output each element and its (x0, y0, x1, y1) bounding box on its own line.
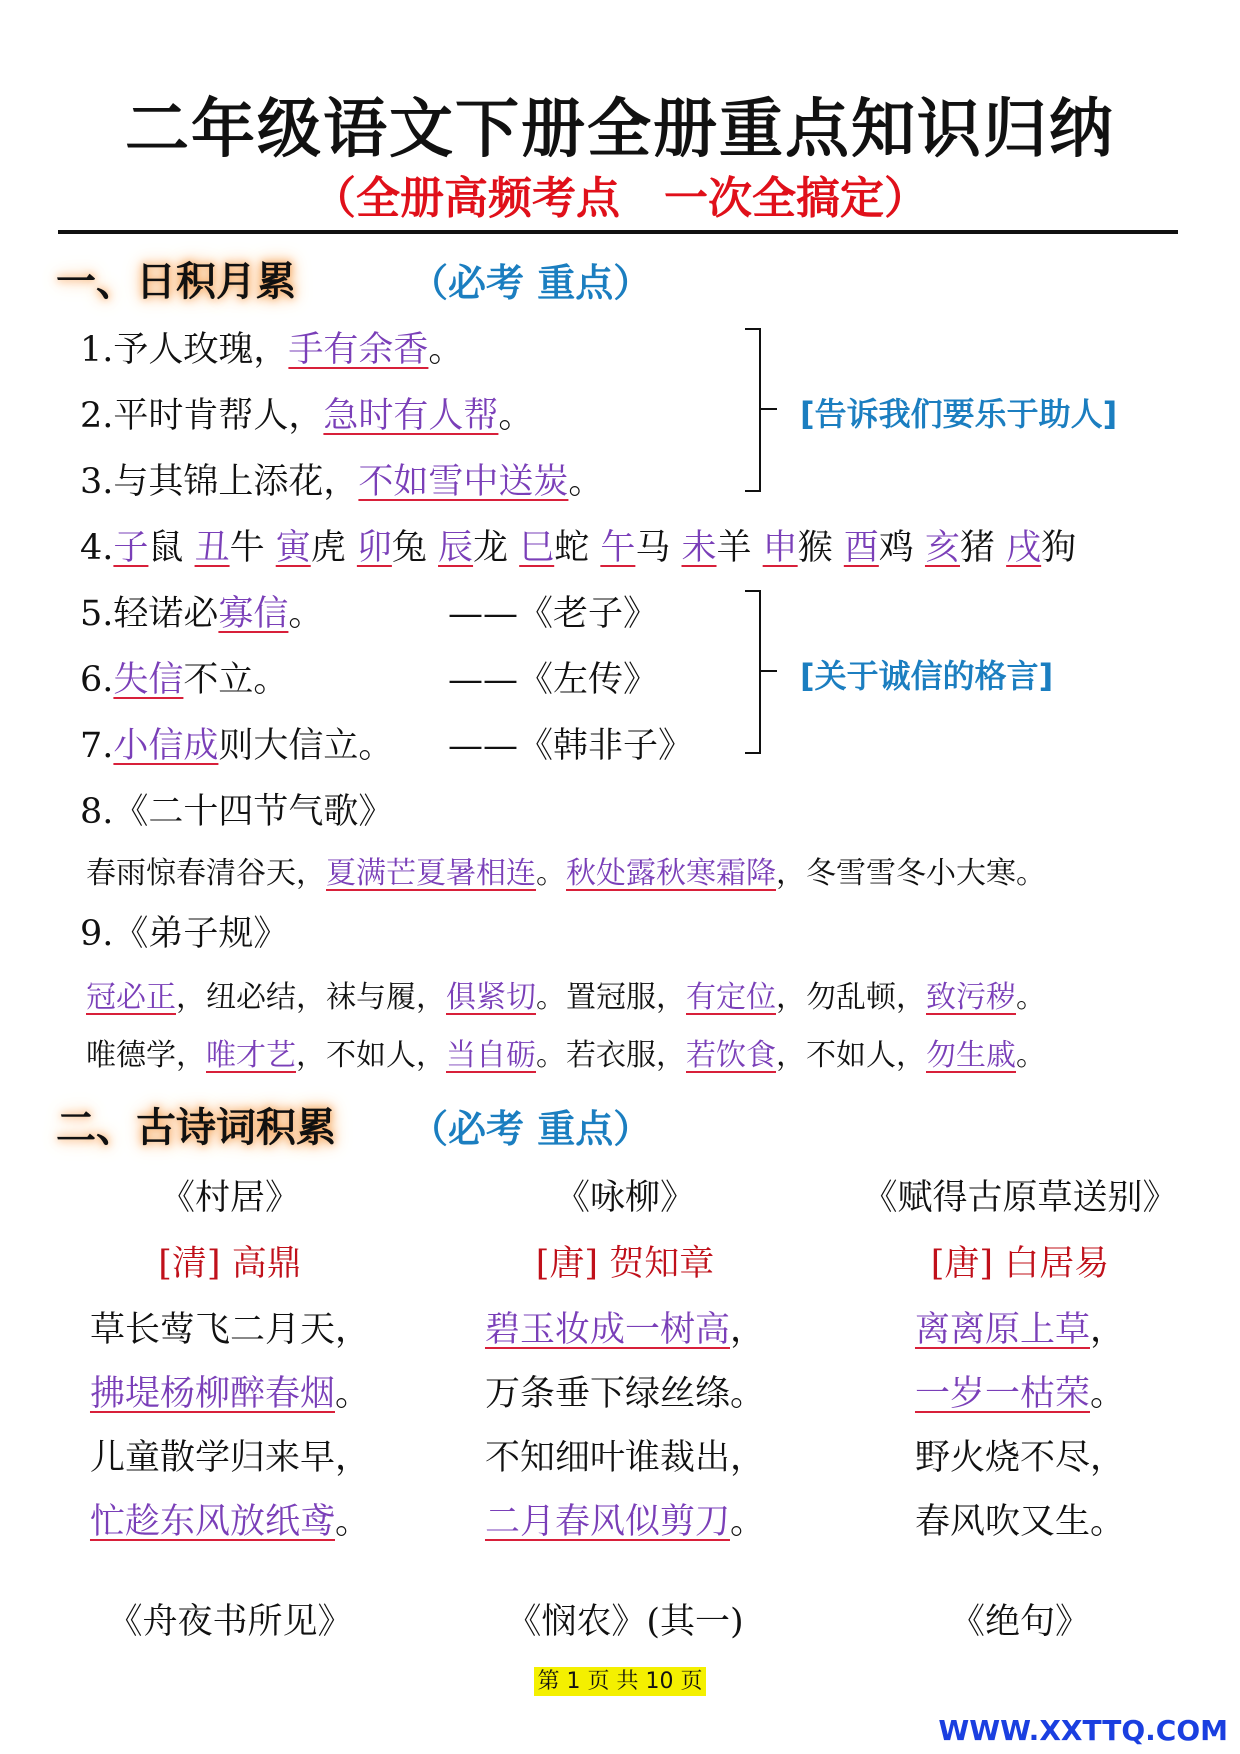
zodiac-branch: 亥 (924, 528, 960, 568)
dizigui-key: 唯才艺 (206, 1038, 296, 1073)
dizigui-key: 有定位 (686, 980, 776, 1015)
page-footer (0, 1664, 1240, 1695)
s1-line-2-key: 急时有人帮 (323, 396, 499, 436)
zodiac-animal: 马 (635, 528, 682, 568)
page-subtitle: （全册高频考点 一次全搞定） (312, 173, 928, 224)
item8-a: 春雨惊春清谷天， (86, 856, 326, 891)
quote-5-a: 5.轻诺必 (80, 594, 219, 634)
section2-heading: 二、古诗词积累 (56, 1105, 336, 1151)
poem-punct: 。 (335, 1374, 371, 1414)
poem-line (60, 1494, 400, 1544)
zodiac-branch: 卯 (356, 528, 392, 568)
dizigui-key: 俱紧切 (446, 980, 536, 1015)
poem-title: 《咏柳》 (554, 1178, 695, 1218)
poem-text: 春风吹又生。 (914, 1502, 1125, 1542)
poem-key-line: 离离原上草 (914, 1310, 1090, 1350)
poem-key-line: 拂堤杨柳醉春烟 (89, 1374, 335, 1414)
item9-title: 9.《弟子规》 (80, 914, 289, 954)
zodiac-animal: 鸡 (878, 528, 925, 568)
poem-punct: 。 (335, 1502, 371, 1542)
poem-key-line: 碧玉妆成一树高 (484, 1310, 730, 1350)
s1-line-3-end: 。 (568, 462, 604, 502)
section2-tag: （必考 重点） (410, 1107, 652, 1151)
next-title-3: 《绝句》 (949, 1602, 1090, 1642)
poem-title: 《村居》 (159, 1178, 300, 1218)
poem-title: 《赋得古原草送别》 (862, 1178, 1178, 1218)
item8-e: ，冬雪雪冬小大寒。 (776, 856, 1046, 891)
item9-line-1 (86, 972, 1046, 1016)
zodiac-animal: 龙 (473, 528, 520, 568)
poem-author: [唐] 贺知章 (535, 1244, 715, 1284)
poem-text: 野火烧不尽， (914, 1438, 1125, 1478)
zodiac-animal: 狗 (1041, 528, 1077, 568)
item8-line (86, 848, 1046, 892)
poem-line (850, 1430, 1190, 1480)
s1-line-3-key: 不如雪中送炭 (358, 462, 569, 502)
group2-bracket (745, 590, 761, 754)
zodiac-branch: 未 (681, 528, 717, 568)
dizigui-key: 勿生戚 (926, 1038, 1016, 1073)
zodiac-prefix: 4. (80, 528, 114, 568)
s1-line-1 (80, 322, 463, 372)
s1-line-3 (80, 454, 603, 504)
zodiac-line (80, 520, 1076, 570)
s1-line-2-end: 。 (498, 396, 534, 436)
brand-watermark: WWW.XXTTQ.COM (938, 1714, 1228, 1747)
poem-line (850, 1302, 1190, 1352)
dizigui-text: 唯德学， (86, 1038, 206, 1073)
zodiac-animal: 牛 (229, 528, 276, 568)
poem-text: 不知细叶谁裁出， (484, 1438, 765, 1478)
zodiac-branch: 戌 (1006, 528, 1042, 568)
poem-line (60, 1302, 400, 1352)
dizigui-key: 当自砺 (446, 1038, 536, 1073)
dizigui-text: ，不如人， (776, 1038, 926, 1073)
poem-text: 万条垂下绿丝绦。 (484, 1374, 765, 1414)
group2-bracket-stub (759, 670, 777, 672)
poem-line (60, 1430, 400, 1480)
zodiac-animal: 虎 (310, 528, 357, 568)
dizigui-text: ，勿乱顿， (776, 980, 926, 1015)
s1-line-2-a: 2.平时肯帮人， (80, 396, 324, 436)
zodiac-branch: 辰 (438, 528, 474, 568)
quote-5 (80, 586, 323, 636)
quote-7-source: ——《韩非子》 (448, 726, 694, 766)
poem-line (455, 1494, 795, 1544)
dizigui-text: ，不如人， (296, 1038, 446, 1073)
zodiac-list (113, 528, 1076, 568)
poem-author: [清] 高鼎 (158, 1244, 302, 1284)
group1-bracket (745, 328, 761, 492)
zodiac-animal: 羊 (716, 528, 763, 568)
section1-heading: 一、日积月累 (56, 259, 296, 305)
poem-line (850, 1494, 1190, 1544)
zodiac-branch: 申 (762, 528, 798, 568)
page-counter: 第 1 页 共 10 页 (534, 1667, 707, 1696)
zodiac-branch: 寅 (275, 528, 311, 568)
group1-label: [告诉我们要乐于助人] (800, 395, 1118, 433)
dizigui-text: 。若衣服， (536, 1038, 686, 1073)
poem-line (455, 1430, 795, 1480)
dizigui-key: 致污秽 (926, 980, 1016, 1015)
dizigui-text: 。置冠服， (536, 980, 686, 1015)
zodiac-animal: 猪 (959, 528, 1007, 568)
item8-title: 8.《二十四节气歌》 (80, 792, 394, 832)
group2-label: [关于诚信的格言] (800, 657, 1054, 695)
s1-line-1-end: 。 (428, 330, 464, 370)
poem-punct: 。 (1090, 1374, 1126, 1414)
quote-5-source: ——《老子》 (448, 594, 659, 634)
poem-key-line: 忙趁东风放纸鸢 (89, 1502, 335, 1542)
poem-punct: 。 (730, 1502, 766, 1542)
zodiac-branch: 午 (600, 528, 636, 568)
poem-punct: ， (730, 1310, 766, 1350)
s1-line-3-a: 3.与其锦上添花， (80, 462, 359, 502)
s1-line-2 (80, 388, 533, 438)
poem-line (850, 1366, 1190, 1416)
next-title-1: 《舟夜书所见》 (107, 1602, 353, 1642)
page-title: 二年级语文下册全册重点知识归纳 (125, 93, 1115, 167)
poem-line (60, 1366, 400, 1416)
group1-bracket-stub (759, 408, 777, 410)
item9-line-2 (86, 1030, 1046, 1074)
dizigui-text: 。 (1016, 1038, 1046, 1073)
quote-6-key: 失信 (113, 660, 184, 700)
dizigui-key: 冠必正 (86, 980, 176, 1015)
item8-key2: 秋处露秋寒霜降 (566, 856, 776, 891)
dizigui-text: ，纽必结，袜与履， (176, 980, 446, 1015)
zodiac-branch: 子 (113, 528, 149, 568)
poem-text: 草长莺飞二月天， (89, 1310, 370, 1350)
quote-5-key: 寡信 (218, 594, 289, 634)
zodiac-branch: 巳 (519, 528, 555, 568)
dizigui-key: 若饮食 (686, 1038, 776, 1073)
quote-7-a: 7. (80, 726, 114, 766)
zodiac-branch: 酉 (843, 528, 879, 568)
poem-line (455, 1366, 795, 1416)
section1-tag: （必考 重点） (410, 261, 652, 305)
quote-7 (80, 718, 393, 768)
poem-key-line: 一岁一枯荣 (914, 1374, 1090, 1414)
item8-key1: 夏满芒夏暑相连 (326, 856, 536, 891)
item8-c: 。 (536, 856, 566, 891)
next-title-2: 《悯农》(其一) (506, 1602, 744, 1642)
quote-5-end: 。 (288, 594, 324, 634)
quote-6-a: 6. (80, 660, 114, 700)
zodiac-animal: 猴 (797, 528, 844, 568)
s1-line-1-key: 手有余香 (288, 330, 429, 370)
quote-6 (80, 652, 288, 702)
dizigui-text: 。 (1016, 980, 1046, 1015)
quote-7-end: 则大信立。 (218, 726, 394, 766)
poem-punct: ， (1090, 1310, 1126, 1350)
zodiac-animal: 鼠 (148, 528, 195, 568)
title-divider (58, 230, 1178, 234)
quote-7-key: 小信成 (113, 726, 219, 766)
s1-line-1-a: 1.予人玫瑰， (80, 330, 289, 370)
poem-key-line: 二月春风似剪刀 (484, 1502, 730, 1542)
quote-6-end: 不立。 (183, 660, 289, 700)
poem-author: [唐] 白居易 (930, 1244, 1110, 1284)
poem-text: 儿童散学归来早， (89, 1438, 370, 1478)
quote-6-source: ——《左传》 (448, 660, 659, 700)
zodiac-animal: 蛇 (554, 528, 601, 568)
zodiac-branch: 丑 (194, 528, 230, 568)
zodiac-animal: 兔 (391, 528, 439, 568)
poem-line (455, 1302, 795, 1352)
